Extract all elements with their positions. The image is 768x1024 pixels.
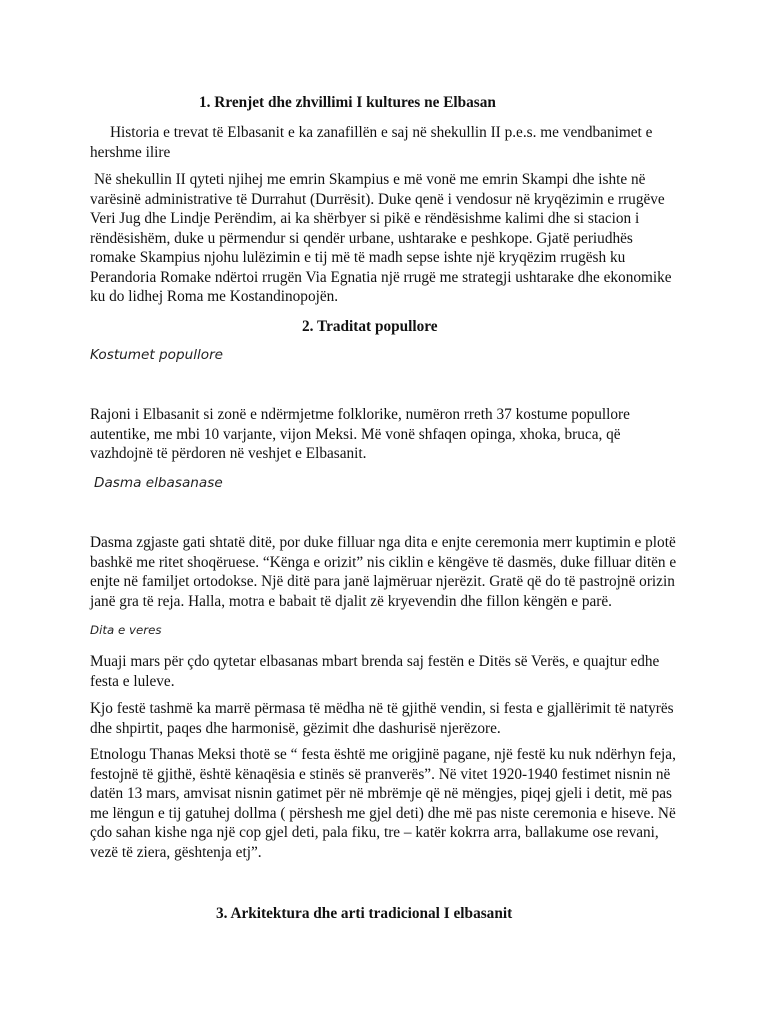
paragraph-mars: Muaji mars për çdo qytetar elbasanas mbart brenda saj festën e Ditës së Verës, e quajtur edhe festa e luleve. (90, 653, 660, 690)
paragraph-kostumet: Rajoni i Elbasanit si zonë e ndërmjetme folklorike, numëron rreth 37 kostume popullore autentike, me mbi 10 varjante, vijon Meksi. Më vonë shfaqen opinga, xhoka, bruca, që vazhdojnë të përdoren në veshjet e Elbasanit. (90, 406, 630, 462)
paragraph-festa: Kjo festë tashmë ka marrë përmasa të mëdha në të gjithë vendin, si festa e gjallërimit të natyrës dhe shpirtit, paqes dhe harmonisë, gëzimit dhe dashurisë njerëzore. (90, 700, 674, 737)
paragraph-history-intro: Historia e trevat të Elbasanit e ka zanafillën e saj në shekullin II p.e.s. me vendbanimet e hershme ilire (90, 124, 653, 161)
subheading-dita-e-veres: Dita e veres (90, 623, 162, 637)
subheading-dasma: Dasma elbasanase (94, 475, 223, 491)
section-heading-2: 2. Traditat popullore (302, 318, 438, 335)
paragraph-dasma: Dasma zgjaste gati shtatë ditë, por duke filluar nga dita e enjte ceremonia merr kuptimin e plotë bashkë me ritet shoqëruese. “Kënga e orizit” nis ciklin e këngëve të dasmës, duke filluar ditën e enjte në familjet ortodokse. Një ditë para janë lajmëruar njerëzit. Gratë që do të pastrojnë orizin janë gra të reja. Halla, motra e babait të djalit zë kryevendin dhe fillon këngën e parë. (90, 534, 677, 610)
section-heading-1: 1. Rrenjet dhe zhvillimi I kultures ne Elbasan (199, 94, 496, 111)
section-heading-3: 3. Arkitektura dhe arti tradicional I elbasanit (216, 905, 513, 922)
paragraph-skampius: Në shekullin II qyteti njihej me emrin Skampius e më vonë me emrin Skampi dhe ishte në varësinë administrative të Durrahut (Durrësit). Duke qenë i vendosur në kryqëzimin e rrugëve Veri Jug dhe Lindje Perëndim, ai ka shërbyer si pikë e rëndësishme kalimi dhe si stacion i rëndësishëm, duke u përmendur si qendër urbane, ushtarake e peshkope. Gjatë periudhës romake Skampius njohu lulëzimin e tij më të madh sepse ishte një kryqëzim rrugësh ku Perandoria Romake ndërtoi rrugën Via Egnatia një rrugë me strategji ushtarake dhe ekonomike ku do lidhej Roma me Kostandinopojën. (90, 171, 672, 305)
subheading-kostumet: Kostumet popullore (90, 347, 224, 363)
paragraph-meksi: Etnologu Thanas Meksi thotë se “ festa është me origjinë pagane, një festë ku nuk ndërhyn feja, festojnë të gjithë, është kënaqësia e stinës së pranverës”. Në vitet 1920-1940 festimet nisnin në datën 13 mars, amvisat nisnin gatimet për në mbrëmje që në mëngjes, piqej gjeli i detit, më pas me lëngun e tij gatuhej dollma ( përshesh me gjel deti) dhe më pas niste ceremonia e hiseve. Në çdo sahan kishe nga një cop gjel deti, pala fiku, tre – katër kokrra arra, ballakume ose revani, vezë të ziera, gështenja etj”. (90, 746, 676, 861)
